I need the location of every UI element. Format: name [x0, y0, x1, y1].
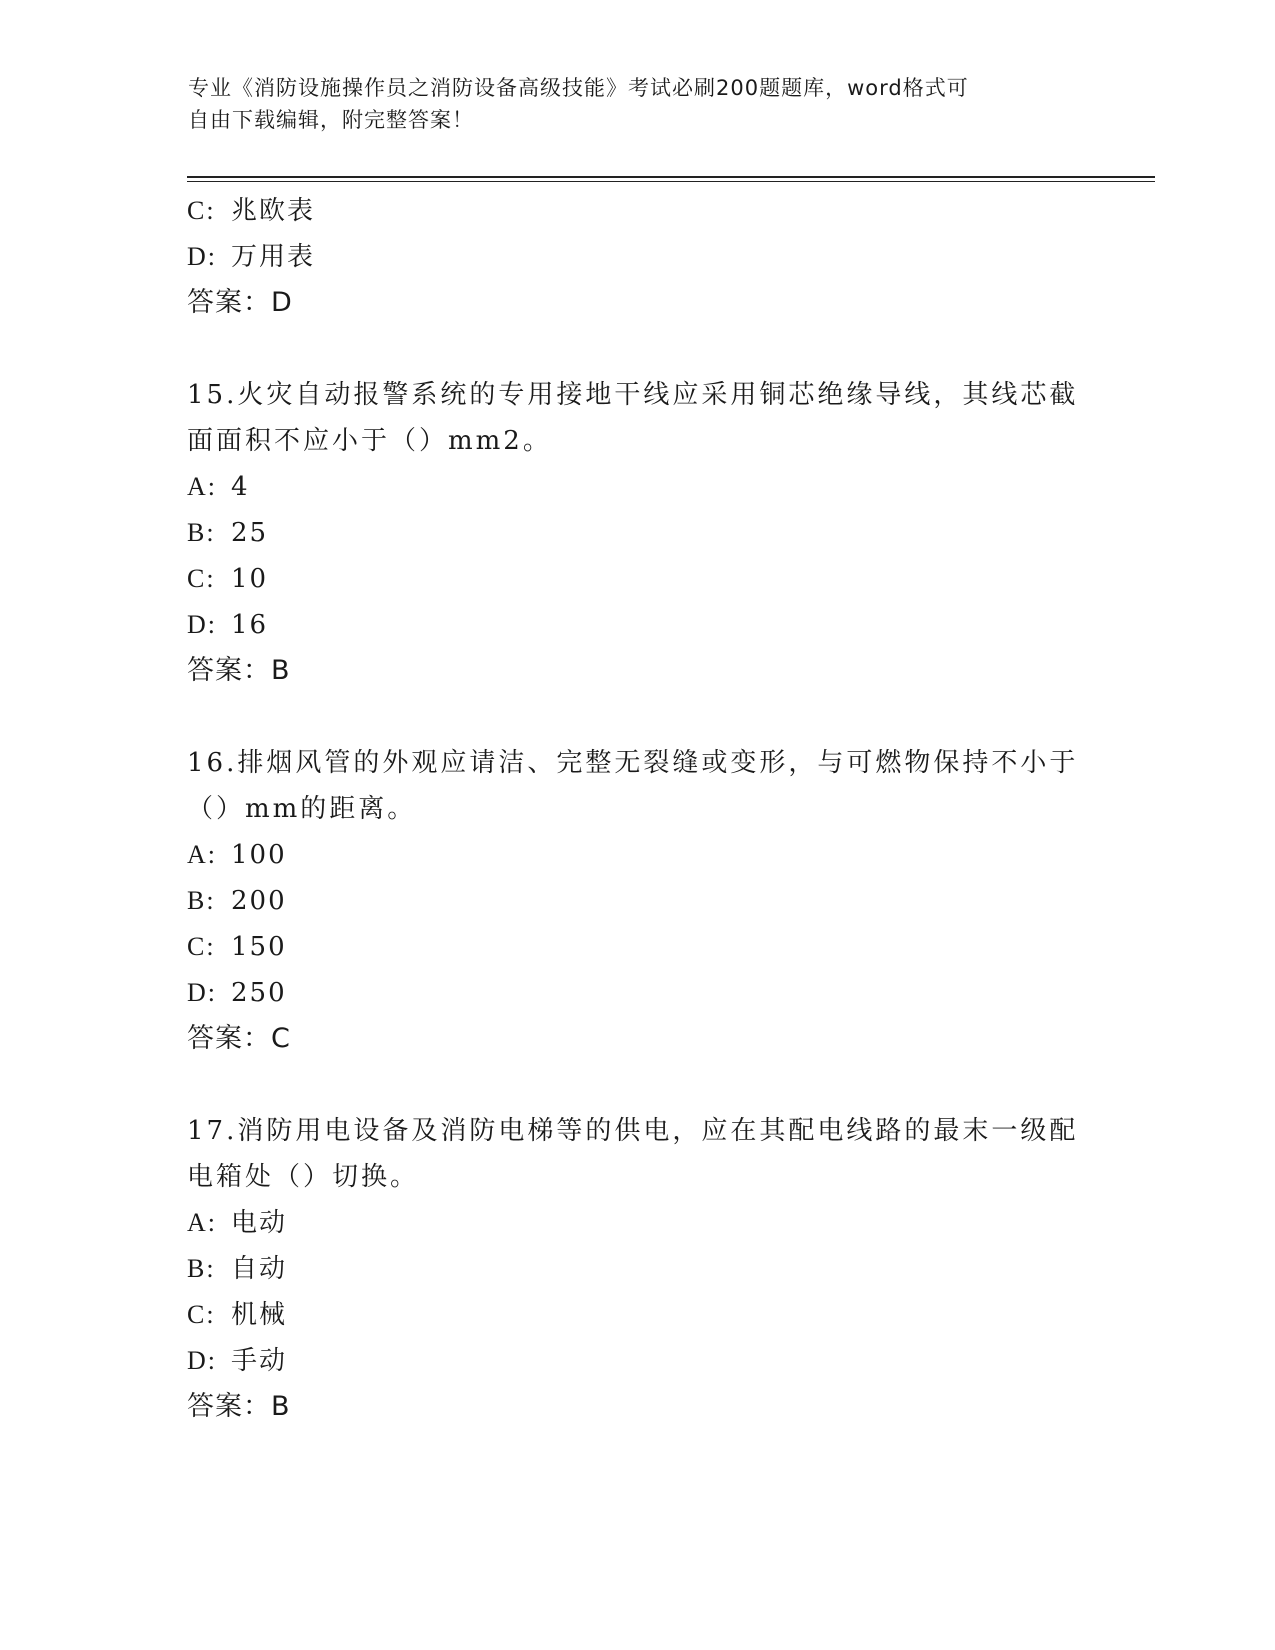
- question-16: [187, 740, 1087, 1062]
- option-text: 4: [231, 472, 250, 502]
- option-text: 250: [231, 978, 287, 1008]
- option-letter: D:: [187, 1346, 217, 1375]
- question-text-line-2: 面面积不应小于（）mm2。: [187, 426, 552, 456]
- question-14-continuation: [187, 188, 1087, 326]
- option-text: 16: [231, 610, 269, 640]
- option-text: 机械: [231, 1300, 288, 1330]
- option-a: [187, 832, 1087, 878]
- option-text: 150: [231, 932, 287, 962]
- header-line-1: 专业《消防设施操作员之消防设备高级技能》考试必刷200题题库，word格式可: [188, 76, 969, 100]
- option-letter: B:: [187, 518, 216, 547]
- option-text: 手动: [231, 1346, 288, 1376]
- option-letter: A:: [187, 1208, 217, 1237]
- answer-line: 答案：B: [187, 1391, 291, 1422]
- answer-line: 答案：B: [187, 655, 291, 686]
- option-letter: C:: [187, 196, 216, 225]
- option-text: 100: [231, 840, 287, 870]
- option-c: [187, 1292, 1087, 1338]
- option-c: [187, 556, 1087, 602]
- option-text: 自动: [231, 1254, 288, 1284]
- option-b: [187, 878, 1087, 924]
- option-d: [187, 234, 1087, 280]
- question-text-line-2: （）mm的距离。: [187, 794, 417, 824]
- document-header: [188, 72, 1068, 136]
- document-body: [187, 188, 1087, 1430]
- option-b: [187, 510, 1087, 556]
- option-a: [187, 1200, 1087, 1246]
- option-letter: C:: [187, 1300, 216, 1329]
- question-text-line-1: 17.消防用电设备及消防电梯等的供电，应在其配电线路的最末一级配: [187, 1116, 1079, 1146]
- option-letter: D:: [187, 978, 217, 1007]
- option-text: 万用表: [231, 242, 316, 272]
- question-15: [187, 372, 1087, 694]
- option-text: 兆欧表: [231, 196, 316, 226]
- header-divider-thin: [187, 181, 1155, 182]
- option-letter: D:: [187, 610, 217, 639]
- question-17: [187, 1108, 1087, 1430]
- option-text: 200: [231, 886, 287, 916]
- option-letter: B:: [187, 886, 216, 915]
- option-letter: C:: [187, 932, 216, 961]
- question-text-line-1: 15.火灾自动报警系统的专用接地干线应采用铜芯绝缘导线，其线芯截: [187, 380, 1079, 410]
- question-text-line-2: 电箱处（）切换。: [187, 1162, 420, 1192]
- header-divider-thick: [187, 176, 1155, 178]
- option-letter: D:: [187, 242, 217, 271]
- option-letter: C:: [187, 564, 216, 593]
- option-b: [187, 1246, 1087, 1292]
- option-letter: A:: [187, 840, 217, 869]
- option-a: [187, 464, 1087, 510]
- option-d: [187, 970, 1087, 1016]
- option-c: [187, 188, 1087, 234]
- option-text: 电动: [231, 1208, 288, 1238]
- answer-line: 答案：D: [187, 287, 293, 318]
- option-c: [187, 924, 1087, 970]
- option-text: 10: [231, 564, 269, 594]
- question-text-line-1: 16.排烟风管的外观应请洁、完整无裂缝或变形，与可燃物保持不小于: [187, 748, 1079, 778]
- header-line-2: 自由下载编辑，附完整答案！: [188, 108, 474, 132]
- option-letter: A:: [187, 472, 217, 501]
- answer-line: 答案：C: [187, 1023, 291, 1054]
- option-letter: B:: [187, 1254, 216, 1283]
- option-d: [187, 602, 1087, 648]
- option-text: 25: [231, 518, 269, 548]
- option-d: [187, 1338, 1087, 1384]
